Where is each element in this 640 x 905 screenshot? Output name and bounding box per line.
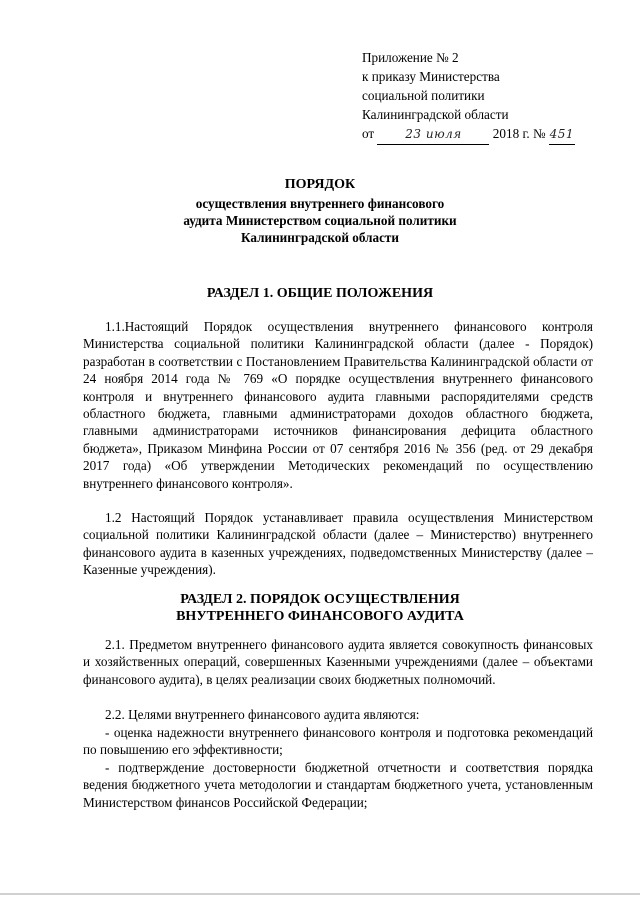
- document-title: [0, 176, 640, 246]
- section-2-paragraph-1: 2.1. Предметом внутреннего финансового аудита является совокупность финансовых и хозяйственных операций, совершенных Казенными учреждениями (далее – объектами финансового аудита), в целях реализации своих бюджетных полномочий.: [83, 637, 593, 687]
- section-1-heading: РАЗДЕЛ 1. ОБЩИЕ ПОЛОЖЕНИЯ: [206, 286, 434, 301]
- section-2-heading-line-1: РАЗДЕЛ 2. ПОРЯДОК ОСУЩЕСТВЛЕНИЯ: [180, 592, 460, 607]
- scan-bottom-edge: [0, 893, 640, 895]
- section-2-paragraph-4: - подтверждение достоверности бюджетной отчетности и соответствия порядка ведения бюджетного учета методологии и стандартам бюджетного учета, установленным Министерством финансов Российской Федерации;: [83, 760, 593, 810]
- from-label: от: [362, 126, 375, 141]
- title-line-2: осуществления внутреннего финансового: [195, 196, 445, 211]
- appendix-line-4: Калининградской области: [362, 107, 509, 122]
- section-1-paragraph-2: 1.2 Настоящий Порядок устанавливает правила осуществления Министерством социальной политики Калининградской области (далее – Министерство) внутреннего финансового аудита в казенных учреждениях, подведомственных Министерству (далее – Казенные учреждения).: [83, 510, 593, 578]
- handwritten-number: 451: [549, 127, 575, 141]
- section-2-paragraph-2: 2.2. Целями внутреннего финансового аудита являются:: [105, 707, 420, 722]
- handwritten-date: 23 июля: [405, 127, 462, 141]
- title-line-1: ПОРЯДОК: [284, 177, 356, 192]
- section-2-heading-line-2: ВНУТРЕННЕГО ФИНАНСОВОГО АУДИТА: [176, 609, 464, 624]
- section-2-paragraph-3: - оценка надежности внутреннего финансового контроля и подготовка рекомендаций по повышению его эффективности;: [83, 725, 593, 758]
- date-blank: [377, 124, 489, 145]
- section-2-heading: [0, 591, 640, 625]
- section-1-paragraph-1: 1.1.Настоящий Порядок осуществления внутреннего финансового контроля Министерства социальной политики Калининградской области (далее - Порядок) разработан в соответствии с Постановлением Правительства Калининградской области от 24 ноября 2014 года № 769 «О порядке осуществления внутреннего финансового контроля и внутреннего финансового аудита главными распорядителями средств областного бюджета, главными администраторами доходов областного бюджета, главными администраторами источников финансирования дефицита областного бюджета», Приказом Минфина России от 07 сентября 2016 № 356 (ред. от 29 декабря 2017 года) «Об утверждении Методических рекомендаций по осуществлению внутреннего финансового контроля».: [83, 319, 593, 491]
- appendix-line-1: Приложение № 2: [362, 50, 459, 65]
- number-blank: [549, 124, 575, 145]
- title-line-4: Калининградской области: [240, 230, 400, 245]
- appendix-line-3: социальной политики: [362, 88, 485, 103]
- appendix-header: [362, 48, 612, 145]
- year-number-label: 2018 г. №: [492, 126, 546, 141]
- appendix-line-2: к приказу Министерства: [362, 69, 500, 84]
- title-line-3: аудита Министерством социальной политики: [183, 213, 457, 228]
- appendix-date-line: [362, 124, 612, 145]
